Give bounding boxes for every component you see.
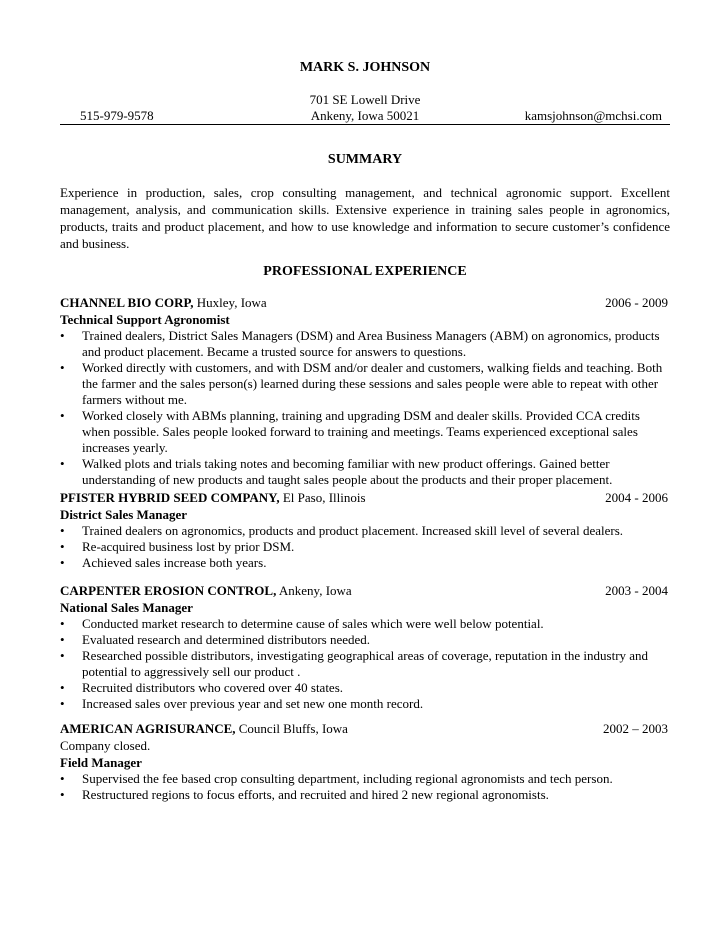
job-dates: 2003 - 2004 xyxy=(605,583,668,598)
job-bullets xyxy=(60,328,670,488)
list-item xyxy=(60,456,670,488)
list-item xyxy=(60,555,670,571)
list-item xyxy=(60,328,670,360)
bullet-text: Worked closely with ABMs planning, training and upgrading DSM and dealer skills. Provided CCA credits when possible. Sales people looked forward to training and meetings. Teams experienced exceptional sales increases yearly. xyxy=(82,408,640,455)
bullet-icon: • xyxy=(60,539,65,554)
bullet-text: Increased sales over previous year and set new one month record. xyxy=(82,696,424,711)
bullet-text: Achieved sales increase both years. xyxy=(82,555,267,570)
bullet-icon: • xyxy=(60,680,65,695)
job-entry xyxy=(60,720,670,803)
bullet-icon: • xyxy=(60,616,65,631)
job-header xyxy=(60,294,670,311)
email-address: kamsjohnson@mchsi.com xyxy=(524,108,662,123)
job-bullets xyxy=(60,616,670,712)
list-item xyxy=(60,648,670,680)
job-header xyxy=(60,582,670,599)
company-name: AMERICAN AGRISURANCE, xyxy=(60,721,236,736)
address-line-2: Ankeny, Iowa 50021 xyxy=(310,108,420,123)
list-item xyxy=(60,616,670,632)
bullet-text: Re-acquired business lost by prior DSM. xyxy=(82,539,295,554)
phone-number: 515-979-9578 xyxy=(80,108,154,123)
company-name: CHANNEL BIO CORP, xyxy=(60,295,194,310)
bullet-text: Restructured regions to focus efforts, and recruited and hired 2 new regional agronomists. xyxy=(82,787,549,802)
bullet-icon: • xyxy=(60,632,65,647)
list-item xyxy=(60,360,670,408)
bullet-icon: • xyxy=(60,771,65,786)
candidate-name: MARK S. JOHNSON xyxy=(299,60,431,75)
list-item xyxy=(60,787,670,803)
company-location: Huxley, Iowa xyxy=(193,295,267,310)
bullet-text: Evaluated research and determined distributors needed. xyxy=(82,632,371,647)
bullet-text: Trained dealers, District Sales Managers (DSM) and Area Business Managers (ABM) on agronomics, products and product placement. Became a trusted source for answers to questions. xyxy=(82,328,660,359)
job-title: National Sales Manager xyxy=(60,600,193,615)
list-item xyxy=(60,523,670,539)
job-dates: 2006 - 2009 xyxy=(605,295,668,310)
address-line-1: 701 SE Lowell Drive xyxy=(309,92,421,107)
bullet-text: Trained dealers on agronomics, products and product placement. Increased skill level of several dealers. xyxy=(82,523,623,538)
bullet-text: Supervised the fee based crop consulting department, including regional agronomists and tech person. xyxy=(82,771,613,786)
summary-text: Experience in production, sales, crop consulting management, and technical agronomic support. Excellent management, analysis, and communication skills. Extensive experience in training sales people in agronomics, products, traits and product placement, and how to use knowledge and information to secure customer’s confidence and business. xyxy=(60,185,670,251)
list-item xyxy=(60,680,670,696)
summary-heading: SUMMARY xyxy=(327,152,403,167)
list-item xyxy=(60,696,670,712)
list-item xyxy=(60,771,670,787)
company-name: PFISTER HYBRID SEED COMPANY, xyxy=(60,490,280,505)
job-entry xyxy=(60,294,670,488)
bullet-icon: • xyxy=(60,648,65,663)
bullet-icon: • xyxy=(60,523,65,538)
bullet-text: Researched possible distributors, investigating geographical areas of coverage, reputation in the industry and potential to aggressively sell our product . xyxy=(82,648,649,679)
job-entry xyxy=(60,489,670,571)
bullet-icon: • xyxy=(60,360,65,375)
job-header xyxy=(60,720,670,737)
bullet-text: Recruited distributors who covered over 40 states. xyxy=(82,680,344,695)
experience-heading: PROFESSIONAL EXPERIENCE xyxy=(263,264,467,279)
bullet-icon: • xyxy=(60,408,65,423)
bullet-text: Walked plots and trials taking notes and becoming familiar with new product offerings. Gained better understanding of new products and taught sales people about the products and their proper placement. xyxy=(82,456,613,487)
job-bullets xyxy=(60,771,670,803)
job-header xyxy=(60,489,670,506)
bullet-text: Worked directly with customers, and with DSM and/or dealer and customers, walking fields and teaching. Both the farmer and the sales person(s) learned during these sessions and sales people were able to repeat with other farmers without me. xyxy=(82,360,663,407)
bullet-icon: • xyxy=(60,328,65,343)
job-dates: 2002 – 2003 xyxy=(603,721,668,736)
job-title: Field Manager xyxy=(60,755,142,770)
job-title: District Sales Manager xyxy=(60,507,188,522)
job-bullets xyxy=(60,523,670,571)
list-item xyxy=(60,408,670,456)
company-location: El Paso, Illinois xyxy=(279,490,366,505)
company-location: Ankeny, Iowa xyxy=(276,583,352,598)
job-dates: 2004 - 2006 xyxy=(605,490,668,505)
list-item xyxy=(60,632,670,648)
bullet-icon: • xyxy=(60,696,65,711)
company-location: Council Bluffs, Iowa xyxy=(235,721,348,736)
bullet-icon: • xyxy=(60,555,65,570)
bullet-icon: • xyxy=(60,456,65,471)
bullet-icon: • xyxy=(60,787,65,802)
list-item xyxy=(60,539,670,555)
company-name: CARPENTER EROSION CONTROL, xyxy=(60,583,277,598)
bullet-text: Conducted market research to determine cause of sales which were well below potential. xyxy=(82,616,544,631)
contact-block xyxy=(60,92,670,125)
job-entry xyxy=(60,582,670,712)
job-title: Technical Support Agronomist xyxy=(60,312,230,327)
job-note: Company closed. xyxy=(60,738,151,753)
